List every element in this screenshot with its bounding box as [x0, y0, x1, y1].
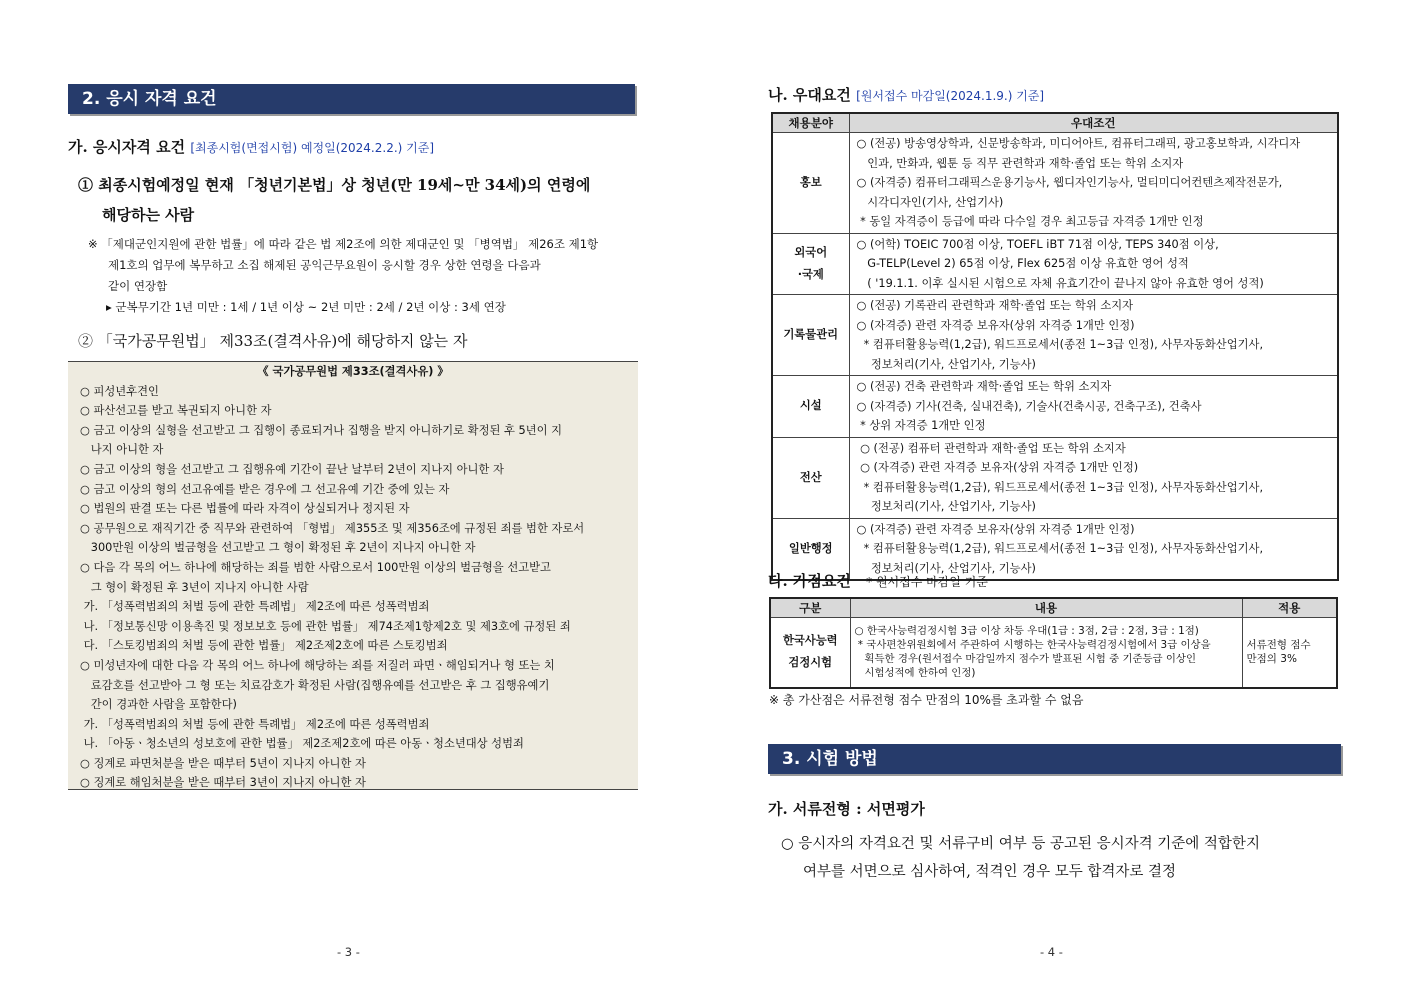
section-title-text: 2. 응시 자격 요건 [82, 89, 217, 109]
header-condition: 우대조건 [849, 113, 1338, 133]
bonus-line: 시험성적에 한하여 인정) [854, 667, 976, 680]
table-row [772, 233, 1338, 295]
law-line: 다. 「스토킹범죄의 처벌 등에 관한 법률」 제2조제2호에 따른 스토킹범죄 [80, 639, 448, 653]
da-sub-text: * 원서접수 마감일 기준 [866, 575, 988, 589]
ga3-line-1: ○ 응시자의 자격요건 및 서류구비 여부 등 공고된 응시자격 기준에 적합한지 [781, 836, 1260, 852]
law-line: ○ 공무원으로 재직기간 중 직무와 관련하여 「형법」 제355조 및 제356조에 규정된 죄를 범한 자로서 [80, 521, 585, 535]
condition-line: 인과, 만화과, 웹툰 등 직무 관련학과 재학·졸업 또는 학위 소지자 [856, 156, 1184, 170]
subsection-ga3-title: 가. 서류전형 : 서면평가 [768, 800, 925, 818]
item-2 [78, 326, 467, 356]
item-2-text: ② 「국가공무원법」 제33조(결격사유)에 해당하지 않는 자 [78, 332, 468, 350]
bonus-header-apply: 적용 [1242, 598, 1337, 618]
item-1-line-1: ① 최종시험예정일 현재 「청년기본법」상 청년(만 19세~만 34세)의 연령에 [78, 176, 591, 194]
section-title-3 [768, 744, 1341, 774]
condition-cell [849, 437, 1338, 518]
condition-line: 정보처리(기사, 산업기사, 기능사) [856, 500, 1036, 513]
condition-line: 시각디자인(기사, 산업기사) [856, 195, 1004, 209]
bonus-content [850, 618, 1242, 688]
page-number-left: - 3 - [337, 945, 360, 959]
note-line: ※ 「제대군인지원에 관한 법률」에 따라 같은 법 제2조에 의한 제대군인 및 「병역법」 제26조 제1항 [88, 237, 599, 251]
field-cell: 외국어 ·국제 [772, 233, 849, 295]
bonus-apply: 서류전형 점수 만점의 3% [1242, 618, 1337, 688]
section-title-2 [68, 84, 635, 114]
law-line: ○ 징계로 파면처분을 받은 때부터 5년이 지나지 아니한 자 [80, 756, 366, 770]
note-line: ▸ 군복무기간 1년 미만 : 1세 / 1년 이상 ~ 2년 미만 : 2세 / 2년 이상 : 3세 연장 [106, 300, 506, 314]
field-cell: 홍보 [772, 133, 849, 234]
law-line: 300만원 이상의 벌금형을 선고받고 그 형이 확정된 후 2년이 지나지 아니한 자 [80, 541, 476, 555]
law-line: ○ 금고 이상의 형을 선고받고 그 집행유예 기간이 끝난 날부터 2년이 지나지 아니한 자 [80, 462, 504, 476]
law-line: ○ 피성년후견인 [80, 384, 159, 398]
condition-line: * 컴퓨터활용능력(1,2급), 워드프로세서(종전 1~3급 인정), 사무자동화산업기사, [856, 542, 1264, 555]
law-box [68, 361, 638, 790]
bonus-line: ○ 한국사능력검정시험 3급 이상 차등 우대(1급 : 3점, 2급 : 2점, 3급 : 1점) [854, 625, 1199, 638]
condition-line: * 상위 자격증 1개만 인정 [856, 419, 986, 432]
condition-cell [849, 133, 1338, 234]
item-1-line-2: 해당하는 사람 [102, 206, 195, 224]
item-1 [78, 170, 590, 230]
condition-line: ○ (자격증) 관련 자격증 보유자(상위 자격증 1개만 인정) [856, 522, 1135, 536]
condition-line: ○ (자격증) 기사(건축, 실내건축), 기술사(건축시공, 건축구조), 건축사 [856, 399, 1202, 413]
law-lines [80, 382, 626, 793]
field-cell: 기록물관리 [772, 295, 849, 376]
ga-title-text: 가. 응시자격 요건 [68, 138, 186, 156]
condition-cell [849, 376, 1338, 438]
field-cell: 전산 [772, 437, 849, 518]
condition-line: ○ (자격증) 관련 자격증 보유자(상위 자격증 1개만 인정) [856, 318, 1135, 332]
condition-line: ○ (어학) TOEIC 700점 이상, TOEFL iBT 71점 이상, TEPS 340점 이상, [856, 237, 1219, 251]
condition-line: ○ (전공) 기록관리 관련학과 재학·졸업 또는 학위 소지자 [856, 299, 1134, 312]
note-line: 제1호의 업무에 복무하고 소집 해제된 공익근무요원이 응시할 경우 상한 연령을 다음과 [108, 258, 541, 272]
condition-line: G-TELP(Level 2) 65점 이상, Flex 625점 이상 유효한 영어 성적 [856, 257, 1189, 270]
bonus-field: 한국사능력 검정시험 [770, 618, 850, 688]
condition-line: ( '19.1.1. 이후 실시된 시험으로 자체 유효기간이 끝나지 않아 유효한 영어 성적) [856, 276, 1264, 290]
field-cell: 시설 [772, 376, 849, 438]
bonus-line: 획득한 경우(원서접수 마감일까지 점수가 발표된 시험 중 기준등급 이상인 [854, 653, 1197, 666]
law-line: 간이 경과한 사람을 포함한다) [80, 698, 237, 712]
law-line: ○ 금고 이상의 실형을 선고받고 그 집행이 종료되거나 집행을 받지 아니하기로 확정된 후 5년이 지 [80, 423, 563, 437]
bonus-header-field: 구분 [770, 598, 850, 618]
condition-line: * 컴퓨터활용능력(1,2급), 워드프로세서(종전 1~3급 인정), 사무자동화산업기사, [856, 338, 1264, 351]
condition-line: ○ (자격증) 컴퓨터그래픽스운용기능사, 웹디자인기능사, 멀티미디어컨텐츠제작전문가, [856, 176, 1283, 189]
table-row [772, 437, 1338, 518]
field-cell: 일반행정 [772, 518, 849, 580]
law-line: 가. 「성폭력범죄의 처벌 등에 관한 특례법」 제2조에 따른 성폭력범죄 [80, 717, 430, 731]
age-note [88, 234, 638, 318]
table-row [772, 133, 1338, 234]
table-row [772, 295, 1338, 376]
law-line: 나. 「아동ㆍ청소년의 성보호에 관한 법률」 제2조제2호에 따른 아동ㆍ청소년대상 성범죄 [80, 737, 524, 751]
law-line: 그 형이 확정된 후 3년이 지나지 아니한 사람 [80, 580, 309, 594]
law-line: 가. 「성폭력범죄의 처벌 등에 관한 특례법」 제2조에 따른 성폭력범죄 [80, 600, 430, 614]
law-box-title: 《 국가공무원법 제33조(결격사유) 》 [257, 365, 449, 378]
law-line: ○ 징계로 해임처분을 받은 때부터 3년이 지나지 아니한 자 [80, 776, 366, 790]
header-field: 채용분야 [772, 113, 849, 133]
law-line: ○ 법원의 판결 또는 다른 법률에 따라 자격이 상실되거나 정지된 자 [80, 502, 410, 516]
bonus-header-content: 내용 [850, 598, 1242, 618]
condition-line: * 컴퓨터활용능력(1,2급), 워드프로세서(종전 1~3급 인정), 사무자동화산업기사, [856, 480, 1264, 494]
law-line: 나. 「정보통신망 이용촉진 및 정보보호 등에 관한 법률」 제74조제1항제2호 및 제3호에 규정된 죄 [80, 619, 571, 633]
condition-line: ○ (전공) 컴퓨터 관련학과 재학·졸업 또는 학위 소지자 [856, 441, 1126, 455]
law-line: 료감호를 선고받아 그 형 또는 치료감호가 확정된 사람(집행유예를 선고받은 후 그 집행유예기 [80, 678, 550, 692]
section-3-text: 3. 시험 방법 [782, 749, 878, 769]
note-line: 같이 연장함 [108, 279, 168, 293]
preference-table [771, 112, 1339, 581]
ga3-paragraph [781, 830, 1260, 886]
subsection-na-title [768, 84, 1044, 105]
law-line: ○ 금고 이상의 형의 선고유예를 받은 경우에 그 선고유예 기간 중에 있는 자 [80, 482, 450, 496]
law-line: ○ 미성년자에 대한 다음 각 목의 어느 하나에 해당하는 죄를 저질러 파면ㆍ해임되거나 형 또는 치 [80, 658, 555, 672]
condition-line: ○ (전공) 방송영상학과, 신문방송학과, 미디어아트, 컴퓨터그래픽, 광고홍보학과, 시각디자 [856, 137, 1301, 150]
page-number-right: - 4 - [1040, 945, 1063, 959]
condition-cell [849, 233, 1338, 295]
bonus-line: * 국사편찬위원회에서 주관하여 시행하는 한국사능력검정시험에서 3급 이상을 [854, 639, 1211, 652]
ga3-line-2: 여부를 서면으로 심사하여, 적격인 경우 모두 합격자로 결정 [803, 864, 1177, 880]
table-row [772, 376, 1338, 438]
da-title-text: 다. 가점요건 [768, 572, 851, 590]
law-line: ○ 다음 각 목의 어느 하나에 해당하는 죄를 범한 사람으로서 100만원 이상의 벌금형을 선고받고 [80, 560, 551, 574]
na-sub-text: [원서접수 마감일(2024.1.9.) 기준] [856, 89, 1045, 103]
bonus-note: ※ 총 가산점은 서류전형 점수 만점의 10%를 초과할 수 없음 [769, 693, 1084, 707]
condition-cell [849, 295, 1338, 376]
condition-line: ○ (전공) 건축 관련학과 재학·졸업 또는 학위 소지자 [856, 380, 1112, 393]
condition-line: ○ (자격증) 관련 자격증 보유자(상위 자격증 1개만 인정) [856, 461, 1139, 474]
na-title-text: 나. 우대요건 [768, 86, 851, 104]
law-line: ○ 파산선고를 받고 복권되지 아니한 자 [80, 404, 272, 418]
ga-sub-text: [최종시험(면접시험) 예정일(2024.2.2.) 기준] [190, 141, 435, 155]
condition-line: * 동일 자격증이 등급에 따라 다수일 경우 최고등급 자격증 1개만 인정 [856, 215, 1204, 228]
subsection-ga-title [68, 136, 434, 157]
condition-line: 정보처리(기사, 산업기사, 기능사) [856, 561, 1036, 575]
law-line: 나지 아니한 자 [80, 443, 164, 457]
bonus-table [769, 597, 1338, 689]
condition-line: 정보처리(기사, 산업기사, 기능사) [856, 357, 1036, 371]
subsection-da-title [768, 570, 988, 591]
